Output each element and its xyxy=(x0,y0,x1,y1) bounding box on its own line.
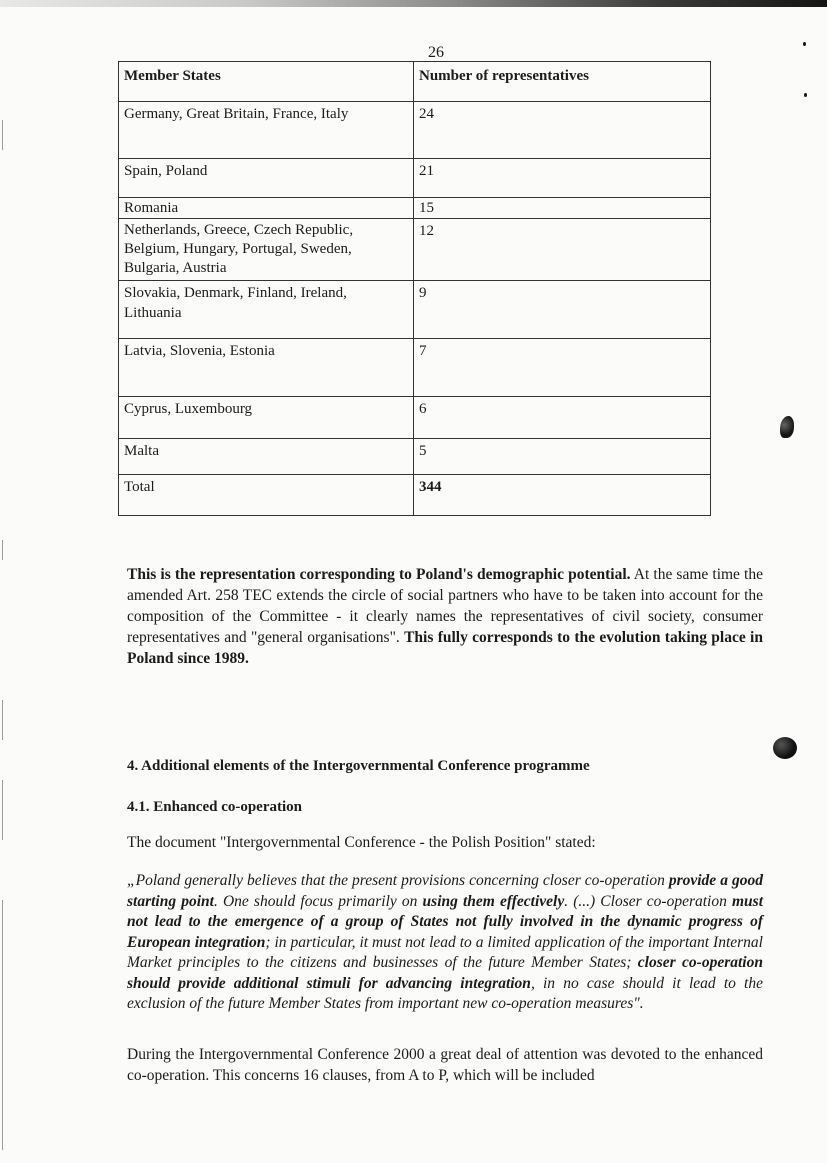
section-heading: 4. Additional elements of the Intergovernmental Conference programme xyxy=(127,758,590,774)
scan-speck xyxy=(804,93,807,97)
paragraph-bold-tail: This fully corresponds to the evolution taking place in Poland since 1989. xyxy=(127,629,763,667)
row-states: Malta xyxy=(119,439,414,475)
row-count: 21 xyxy=(414,159,711,198)
closing-paragraph: During the Intergovernmental Conference 2000 a great deal of attention was devoted to the enhanced co-operation. This concerns 16 clauses, from A to P, which will be included xyxy=(127,1046,763,1084)
row-count: 344 xyxy=(414,475,711,516)
row-count: 15 xyxy=(414,198,711,219)
row-states: Netherlands, Greece, Czech Republic, Belgium, Hungary, Portugal, Sweden, Bulgaria, Austria xyxy=(119,219,414,281)
scan-top-edge xyxy=(0,0,827,7)
row-states: Cyprus, Luxembourg xyxy=(119,397,414,439)
quoted-position xyxy=(127,871,763,1015)
representatives-table xyxy=(118,61,711,516)
row-states: Latvia, Slovenia, Estonia xyxy=(119,339,414,397)
table-row xyxy=(119,159,711,198)
table-row xyxy=(119,397,711,439)
scan-left-edge-mark xyxy=(2,540,3,560)
row-count: 24 xyxy=(414,102,711,159)
quote-emphasis: using them effectively xyxy=(422,892,565,910)
paragraph-demographic-potential xyxy=(127,564,763,669)
scan-left-edge-mark xyxy=(2,900,3,1150)
binder-hole-mark xyxy=(773,737,797,759)
quote-emphasis: must not lead to the emergence of a group of States not fully involved in the dynamic progress of European integration xyxy=(127,892,763,951)
table-row xyxy=(119,281,711,339)
quote-emphasis: closer co-operation should provide additional stimuli for advancing integration xyxy=(127,954,763,992)
table-header-row xyxy=(119,62,711,102)
row-states: Germany, Great Britain, France, Italy xyxy=(119,102,414,159)
quote-emphasis: provide a good starting point xyxy=(127,872,763,910)
row-states: Total xyxy=(119,475,414,516)
page-number: 26 xyxy=(428,44,444,61)
table-row-total xyxy=(119,475,711,516)
table-row xyxy=(119,219,711,281)
paragraph-bold-lead: This is the representation corresponding to Poland's demographic potential. xyxy=(127,566,631,583)
row-count: 12 xyxy=(414,219,711,281)
row-count: 7 xyxy=(414,339,711,397)
quote-text: „Poland generally believes that the present provisions concerning closer co-operation xyxy=(127,872,669,889)
row-states: Slovakia, Denmark, Finland, Ireland, Lithuania xyxy=(119,281,414,339)
row-count: 6 xyxy=(414,397,711,439)
table-row xyxy=(119,198,711,219)
row-states: Romania xyxy=(119,198,414,219)
header-member-states: Member States xyxy=(119,62,414,102)
binder-hole-mark xyxy=(780,416,794,438)
scan-left-edge-mark xyxy=(2,780,3,840)
table-row xyxy=(119,339,711,397)
subsection-heading: 4.1. Enhanced co-operation xyxy=(127,799,303,815)
quote-text: . One should focus primarily on xyxy=(213,892,423,910)
paragraph-body: At the same time the amended Art. 258 TEC extends the circle of social partners who have to be taken into account for the composition of the Committee - it clearly names the representatives of civil society, consumer representatives and "general organisations". xyxy=(127,566,763,646)
row-count: 5 xyxy=(414,439,711,475)
scan-speck xyxy=(803,42,806,46)
table-row xyxy=(119,439,711,475)
intro-line: The document "Intergovernmental Conference - the Polish Position" stated: xyxy=(127,834,596,851)
quote-text: . (...) Closer co-operation xyxy=(564,892,732,910)
table-row xyxy=(119,102,711,159)
row-states: Spain, Poland xyxy=(119,159,414,198)
header-number-of-representatives: Number of representatives xyxy=(414,62,711,102)
quote-text: ; in particular, it must not lead to a limited application of the important Internal Market principles to the citizens and businesses of the future Member States; xyxy=(127,933,763,971)
scan-left-edge-mark xyxy=(2,700,3,740)
scan-left-edge-mark xyxy=(2,120,3,150)
row-count: 9 xyxy=(414,281,711,339)
quote-text: , in no case should it lead to the exclusion of the future Member States from important new co-operation measures". xyxy=(127,974,763,1012)
